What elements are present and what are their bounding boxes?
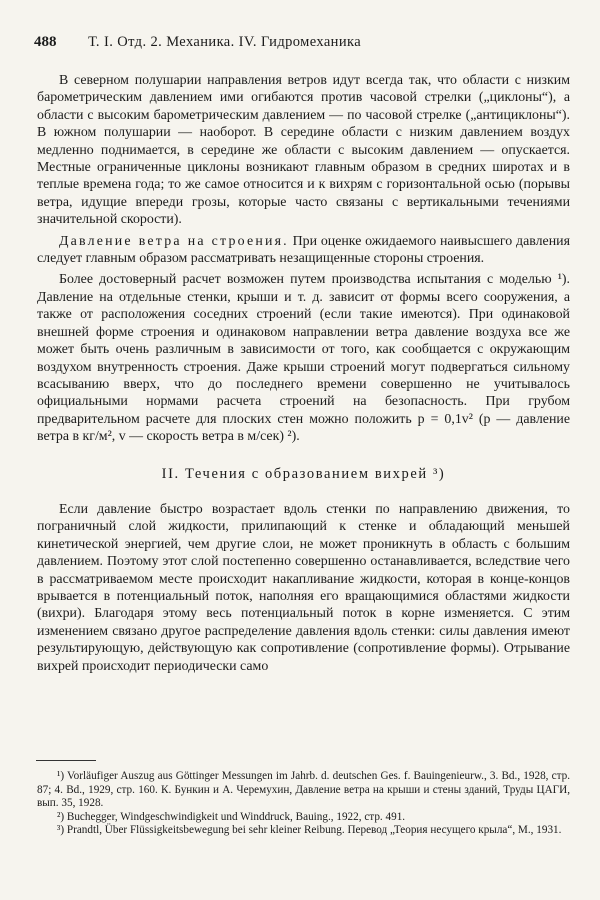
subheading-wind-pressure: Давление ветра на строения. <box>59 233 289 249</box>
footnote-1: ¹) Vorläufiger Auszug aus Göttinger Messungen im Jahrb. d. deutschen Ges. f. Bauingenieurw., 3. Bd., 1928, стр. 87; 4. Bd., 1929, стр. 160. К. Бункин и А. Черемухин, Давление ветра на крыши и стены зданий, Труды ЦАГИ, вып. 35, 1928. <box>37 770 570 810</box>
paragraph-vortex-flow: Если давление быстро возрастает вдоль стенки по направлению движения, то пограничный слой жидкости, прилипающий к стенке и обладающий меньшей кинетической энергией, чем другие слои, не может проникнуть в область с большим давлением. Поэтому этот слой постепенно совершенно останавливается, вследствие чего в рассматриваемом месте происходит накапливание жидкости, которая в конце-концов врывается в потенциальный поток, наполняя его вращающимися областями жидкости (вихри). Благодаря этому весь потенциальный поток в корне изменяется. С этим изменением связано другое распределение давления вдоль стенки: силы давления имеют результирующую, действующую как сопротивление (сопротивление формы). Отрывание вихрей происходит периодически само <box>37 501 570 674</box>
footnote-divider <box>36 760 96 761</box>
paragraph-wind-pressure <box>37 233 570 268</box>
footnotes <box>37 770 570 838</box>
page-number: 488 <box>34 34 57 50</box>
section-title: II. Течения с образованием вихрей ³) <box>161 465 446 482</box>
footnote-2: ²) Buchegger, Windgeschwindigkeit und Winddruck, Bauing., 1922, стр. 491. <box>57 810 406 823</box>
main-text <box>37 72 570 679</box>
paragraph-cyclones: В северном полушарии направления ветров идут всегда так, что области с низким барометрическим давлением ими огибаются против часовой стрелки („циклоны“), а области с высоким барометрическим давлением — по часовой стрелке („антициклоны“). В южном полушарии — наоборот. В середине области с низким давлением воздух медленно поднимается, в середине же области с высоким давлением — опускается. Местные ограниченные циклоны возникают главным образом в средних широтах и в теплые времена года; то же самое относится и к вихрям с горизонтальной осью (порывы ветра, идущие впереди грозы, которые часто связаны с вертикальными течениями значительной скорости). <box>37 73 570 228</box>
running-title: Т. I. Отд. 2. Механика. IV. Гидромеханика <box>88 34 362 50</box>
paragraph-model-testing: Более достоверный расчет возможен путем производства испытания с моделью ¹). Давление на отдельные стенки, крыши и т. д. зависит от формы всего сооружения, а также от расположения соседних строений (если такие имеются). При одинаковой внешней форме строения и одинаковом направлении ветра давление воздуха все же может быть очень различным в зависимости от того, как сообщается с окружающим воздухом внутренность строения. Даже крыши строений могут подвергаться сильному всасыванию вверх, что до последнего времени совершенно не учитывалось официальными нормами расчета строений на безопасность. При грубом предварительном расчете для плоских стен можно положить p = 0,1v² (p — давление ветра в кг/м², v — скорость ветра в м/сек) ²). <box>37 272 570 445</box>
footnote-3: ³) Prandtl, Über Flüssigkeitsbewegung bei sehr kleiner Reibung. Перевод „Теория несущего крыла“, М., 1931. <box>57 824 562 837</box>
page-header <box>34 34 554 51</box>
paragraph-wind-pressure-text: При оценке ожидаемого наивысшего давления следует главным образом рассматривать незащищенные стороны строения. <box>37 233 570 267</box>
